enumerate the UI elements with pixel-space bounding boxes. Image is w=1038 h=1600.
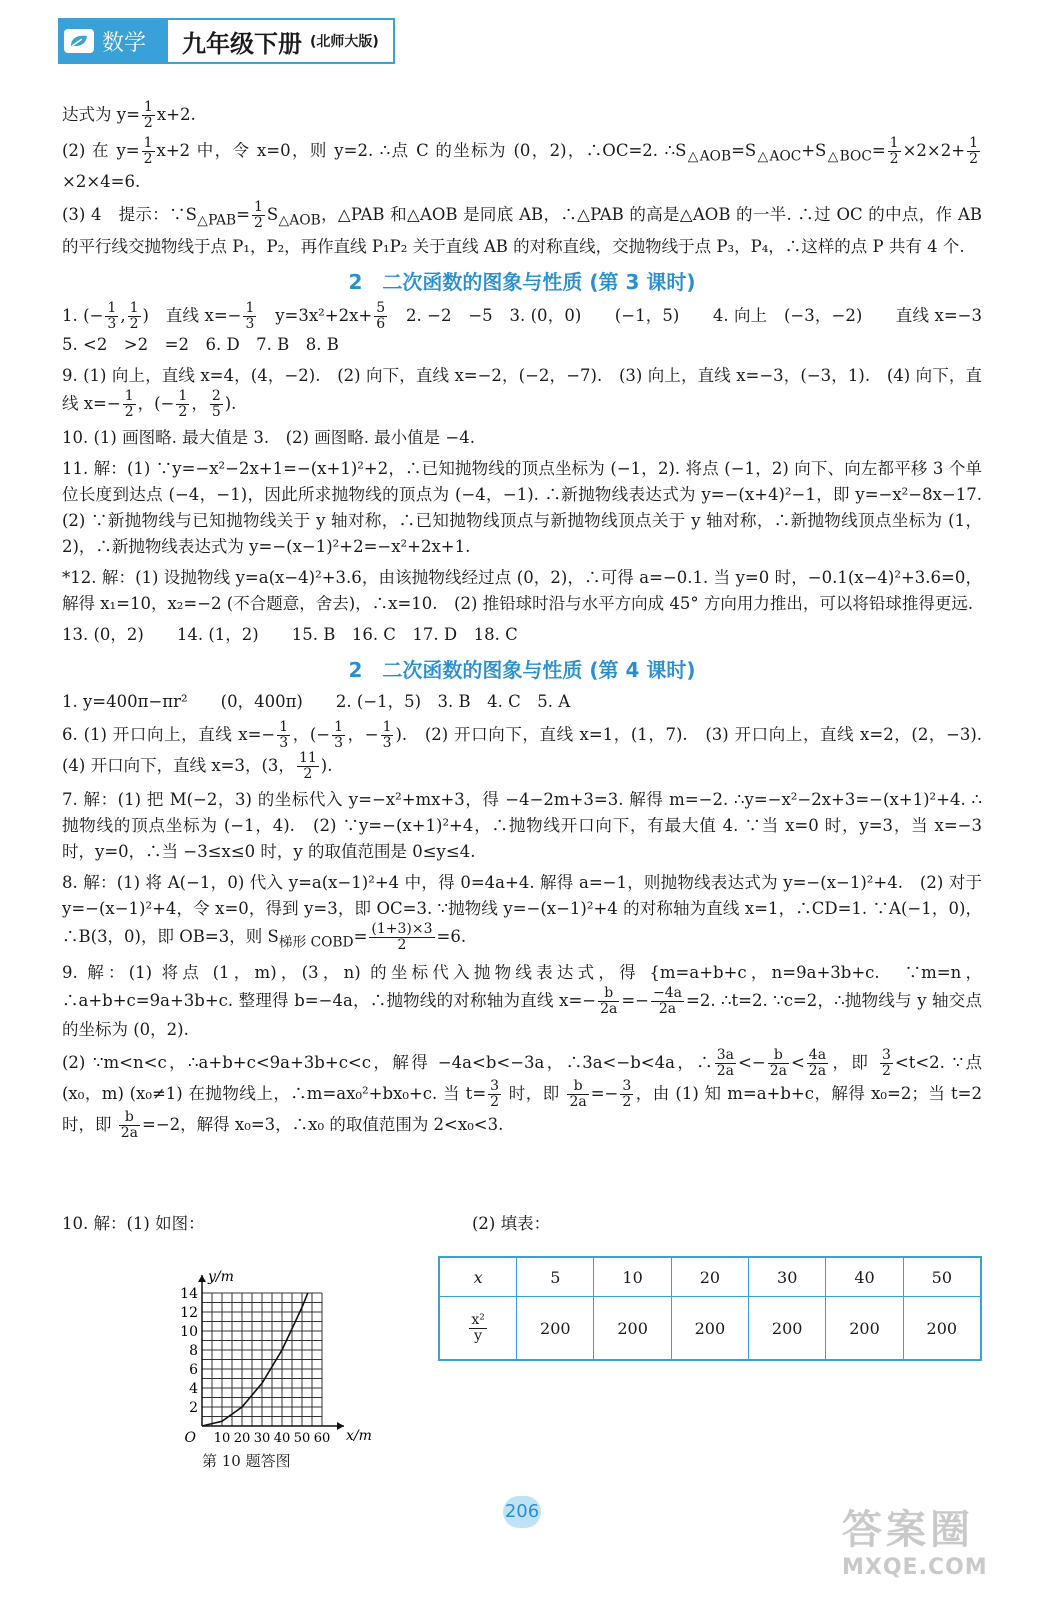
y-tick-label: 4 (189, 1381, 198, 1397)
x-tick-label: 30 (253, 1431, 271, 1446)
table-cell: 200 (517, 1297, 594, 1361)
y-tick-label: 10 (180, 1324, 198, 1340)
watermark-logo (842, 1498, 1022, 1578)
page-number: 206 (503, 1496, 541, 1528)
answer-line: (2) ∵m<n<c，∴a+b+c<9a+3b+c<c，解得 −4a<b<−3a，∴3a<−b<4a，∴ $\frac{3a}{2a}$ <− $\frac{b}{2a}$ < $\frac{4a}{2a}$ ，即 $\frac{3}{2}$ <t<2. ∵点 (x₀，m) (x₀≠1) 在抛物线上，∴m=ax₀²+bx₀+c. 当 t= $\frac{3}{2}$ 时，即 $\frac{b}{2a}$ =− $\frac{3}{2}$ ，由 (1) 知 m=a+b+c，解得 x₀=2；当 t=2 时，即 $\frac{b}{2a}$ =−2，解得 x₀=3，∴x₀ 的取值范围为 2<x₀<3. (62, 1046, 982, 1141)
y-axis-arrow (198, 1275, 206, 1282)
answer-line: 9. (1) 向上，直线 x=4，(4，−2). (2) 向下，直线 x=−2，(−2，−7). (3) 向上，直线 x=−3，(−3，1). (4) 向下，直线 x=− $\frac{1}{2}$ ，(− $\frac{1}{2}$ ， $\frac{2}{5}$ ). (62, 365, 982, 420)
grade-label: 九年级下册 (182, 29, 302, 58)
answer-line: 6. (1) 开口向上，直线 x=− $\frac{1}{3}$ ，(− $\frac{1}{3}$ ，− $\frac{1}{3}$ ). (2) 开口向下，直线 x=1，(1，7). (3) 开口向上，直线 x=2，(2，−3). (4) 开口向下，直线 x=3，(3， $\frac{11}{2}$ ). (62, 718, 999, 782)
y-axis-label: y/m (208, 1269, 234, 1285)
table-cell: 10 (594, 1257, 671, 1297)
value-table (438, 1256, 982, 1361)
answer-line: 11. 解：(1) ∵y=−x²−2x+1=−(x+1)²+2，∴已知抛物线的顶点坐标为 (−1，2). 将点 (−1，2) 向下、向左都平移 3 个单位长度到达点 (−4，−1)，因此所求抛物线的顶点为 (−4，−1). ∴新抛物线表达式为 y=−(x+4)²−1，即 y=−x²−8x−17. (2) ∵新抛物线与已知抛物线关于 y 轴对称，∴已知抛物线顶点与新抛物线顶点关于 y 轴对称，∴新抛物线顶点坐标为 (1，2)，∴新抛物线表达式为 y=−(x−1)²+2=−x²+2x+1. (62, 458, 999, 556)
table-cell: 40 (826, 1257, 903, 1297)
answer-line: 9. 解：(1) 将点 (1，m)，(3，n) 的坐标代入抛物线表达式，得 {m=a+b+c，n=9a+3b+c. ∵m=n，∴a+b+c=9a+3b+c. 整理得 b=−4a，∴抛物线的对称轴为直线 x=− $\frac{b}{2a}$ =− $\frac{-4a}{2a}$ =2. ∴t=2. ∵c=2，∴抛物线与 y 轴交点的坐标为 (0，2). (62, 962, 983, 1039)
table-cell: 200 (671, 1297, 748, 1361)
table-cell: 30 (749, 1257, 826, 1297)
table-row (439, 1297, 981, 1361)
x-tick-label: 60 (313, 1431, 331, 1446)
answer-line: (2) 在 y= $\frac{1}{2}$ x+2 中，令 x=0，则 y=2. ∴点 C 的坐标为 (0，2)，∴OC=2. $\therefore S_{\triangle AOB}=S_{\triangle AOC}+S_{\triangle BOC}=$ $\frac{1}{2}$ ×2×2+ $\frac{1}{2}$ ×2×4=6. (62, 135, 978, 192)
table-cell: 50 (903, 1257, 981, 1297)
answer-line: 7. 解：(1) 把 M(−2，3) 的坐标代入 y=−x²+mx+3，得 −4−2m+3=3. 解得 m=−2. ∴y=−x²−2x+3=−(x+1)²+4. ∴抛物线的顶点坐标为 (−1，4). (2) ∵y=−(x+1)²+4，∴抛物线开口向下，有最大值 4. ∵当 x=0 时，y=3，当 x=−3 时，y=0，∴当 −3≤x≤0 时，y 的取值范围是 0≤y≤4. (62, 789, 982, 861)
y-tick-label: 12 (180, 1305, 198, 1321)
table-row (439, 1257, 981, 1297)
section-title: 2 二次函数的图象与性质 (第 4 课时) (348, 657, 696, 682)
y-tick-label: 2 (189, 1400, 198, 1416)
x-tick-label: 20 (233, 1431, 251, 1446)
book-title (168, 18, 395, 64)
x-axis-label: x/m (346, 1428, 372, 1444)
x-tick-label: 50 (293, 1431, 311, 1446)
answer-content (62, 99, 999, 1146)
table-cell: 200 (826, 1297, 903, 1361)
y-tick-label: 6 (189, 1362, 198, 1378)
figure-caption: 第 10 题答图 (202, 1452, 291, 1470)
y-tick-label: 8 (189, 1343, 198, 1359)
answer-line: *12. 解：(1) 设抛物线 y=a(x−4)²+3.6，由该抛物线经过点 (0，2)，∴可得 a=−0.1. 当 y=0 时，−0.1(x−4)²+3.6=0，解得 x₁=10，x₂=−2 (不合题意，舍去)，∴x=10. (2) 推铅球时沿与水平方向成 45° 方向用力推出，可以将铅球推得更远. (62, 567, 982, 613)
parabola-graph (162, 1250, 372, 1450)
answer-line: 达式为 y= $\frac{1}{2}$ x+2. (62, 99, 196, 131)
answer-line: 8. 解：(1) 将 A(−1，0) 代入 y=a(x−1)²+4 中，得 0=4a+4. 解得 a=−1，则抛物线表达式为 y=−(x−1)²+4. (2) 对于 y=−(x−1)²+4，令 x=0，得到 y=3，即 OC=3. ∵抛物线 y=−(x−1)²+4 的对称轴为直线 x=1，∴CD=1. ∵A(−1，0)，∴B(3，0)，即 OB=3，则 $S_{梯形 COBD}=$ $\frac{(1+3)\times 3}{2}$ =6. (62, 872, 982, 953)
leaf-icon (64, 29, 94, 53)
answer-line: 10. (1) 画图略. 最大值是 3. (2) 画图略. 最小值是 −4. (62, 427, 475, 447)
q10-part1-label: 10. 解：(1) 如图： (62, 1214, 205, 1233)
subject-label: 数学 (102, 30, 147, 56)
x-tick-label: 10 (213, 1431, 231, 1446)
y-tick-label: 14 (180, 1286, 198, 1302)
subject-tab (58, 18, 168, 64)
table-cell: 5 (517, 1257, 594, 1297)
table-cell: 20 (671, 1257, 748, 1297)
answer-line: (3) 4 提示：$\because S_{\triangle PAB}=$ $\frac{1}{2}$ $S_{\triangle AOB}$，△PAB 和△AOB 是同底 AB，∴△PAB 的高是△AOB 的一半. ∴过 OC 的中点，作 AB 的平行线交抛物线于点 P₁，P₂，再作直线 P₁P₂ 关于直线 AB 的对称直线，交抛物线于点 P₃，P₄，∴这样的点 P 共有 4 个. (62, 199, 982, 256)
section-title: 2 二次函数的图象与性质 (第 3 课时) (348, 269, 696, 294)
table-cell: 200 (749, 1297, 826, 1361)
table-cell: 200 (903, 1297, 981, 1361)
question-10-area (62, 1210, 982, 1470)
x-tick-label: 40 (273, 1431, 291, 1446)
table-header-cell: $\frac{\text{x²}}{y}$ (439, 1297, 517, 1361)
watermark-text: 答案圈 (842, 1507, 974, 1553)
answer-line: 1. y=400π−πr² (0，400π) 2. (−1，5) 3. B 4. C 5. A (62, 691, 571, 711)
watermark-domain: MXQE.COM (842, 1555, 988, 1580)
q10-part2-label: (2) 填表： (472, 1214, 551, 1233)
page-header (58, 18, 395, 64)
origin-label: O (184, 1430, 196, 1446)
x-axis-arrow (337, 1422, 344, 1430)
table-header-cell: x (439, 1257, 517, 1297)
edition-label: (北师大版) (310, 34, 379, 50)
answer-line: 13. (0，2) 14. (1，2) 15. B 16. C 17. D 18. C (62, 624, 518, 644)
answer-line: 1. (− $\frac{1}{3}$ , $\frac{1}{2}$ ) 直线 x=− $\frac{1}{3}$ y=3x²+2x+ $\frac{5}{6}$ 2. −2 −5 3. (0，0) (−1，5) 4. 向上 (−3，−2) 直线 x=−3 5. <2 >2 =2 6. D 7. B 8. B (62, 299, 999, 354)
table-cell: 200 (594, 1297, 671, 1361)
